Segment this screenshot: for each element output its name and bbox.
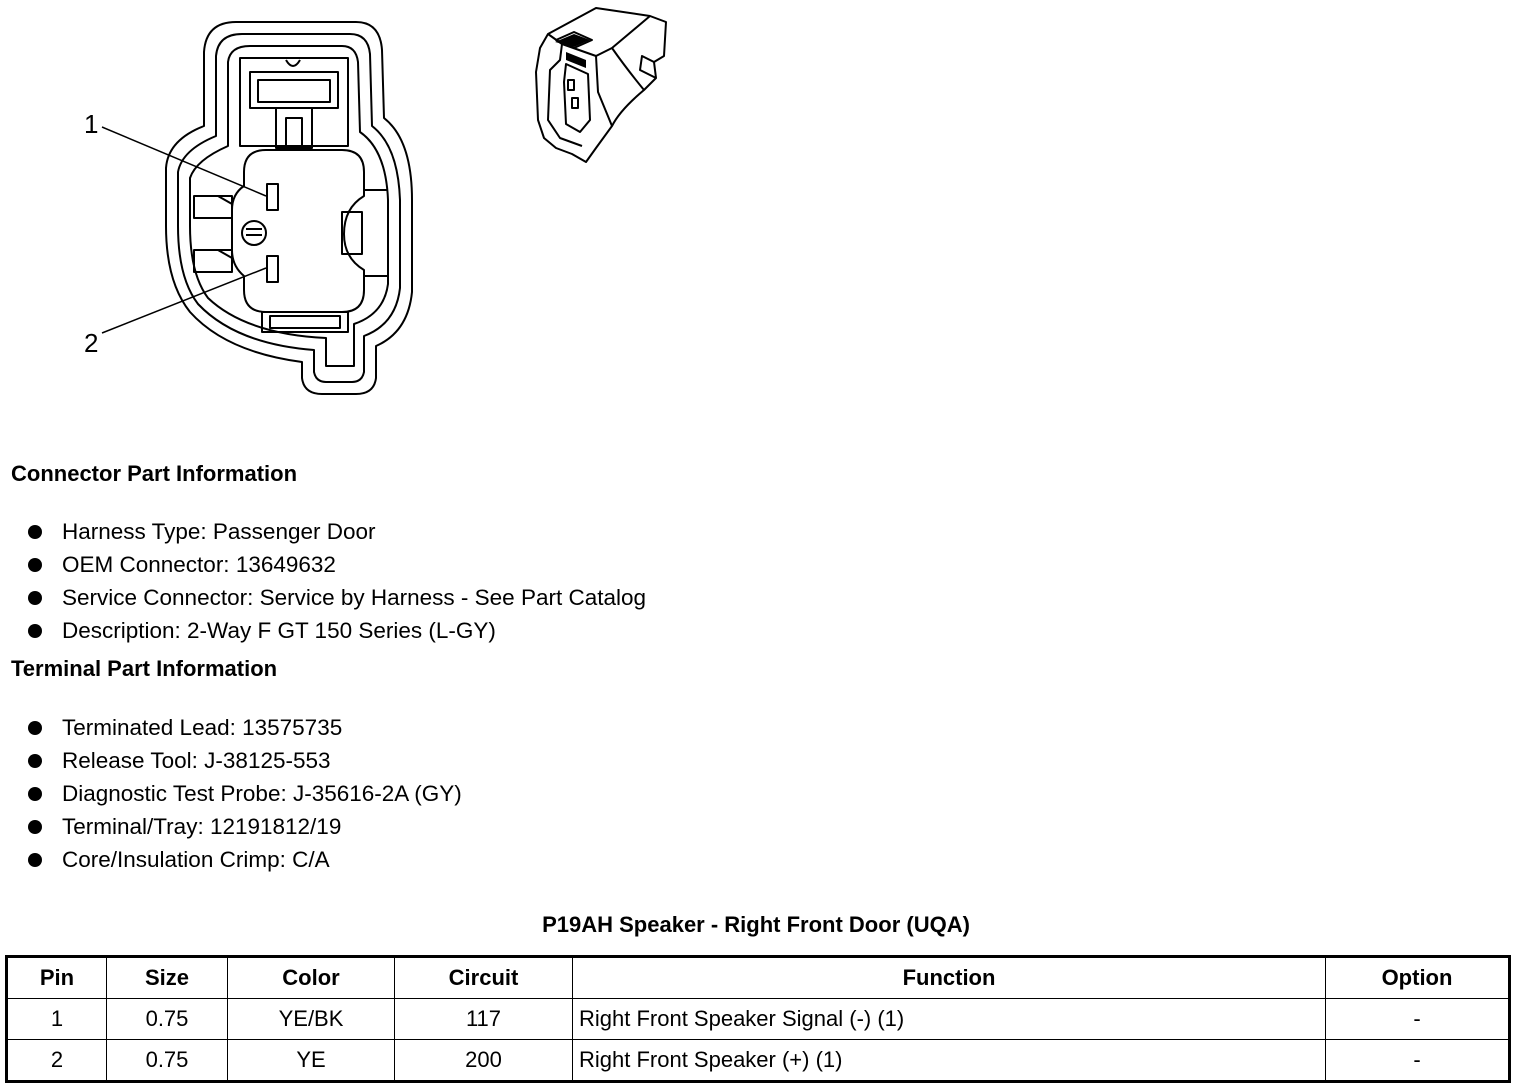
bullet-icon [28, 787, 42, 801]
circuit-cell: 200 [395, 1040, 573, 1082]
pin-cell: 1 [7, 999, 107, 1040]
terminated-lead-text: Terminated Lead: 13575735 [62, 714, 343, 740]
table-header-row [7, 957, 1510, 999]
crimp-text: Core/Insulation Crimp: C/A [62, 846, 330, 872]
pin-label-2: 2 [84, 328, 99, 358]
bullet-icon [28, 820, 42, 834]
size-cell: 0.75 [107, 999, 228, 1040]
option-cell: - [1326, 1040, 1510, 1082]
bullet-icon [28, 591, 42, 605]
pin-label-1: 1 [84, 109, 99, 139]
column-header-pin: Pin [7, 957, 107, 999]
terminal-2 [267, 256, 278, 282]
connector-info-list [28, 515, 646, 647]
table-row [7, 999, 1510, 1040]
connector-face-outline [166, 22, 412, 394]
color-cell: YE [228, 1040, 395, 1082]
list-item [28, 581, 646, 614]
connector-iso-view [536, 8, 666, 162]
center-post [242, 221, 266, 245]
pin-cell: 2 [7, 1040, 107, 1082]
connector-diagram [0, 0, 720, 420]
harness-type-text: Harness Type: Passenger Door [62, 518, 376, 544]
bullet-icon [28, 624, 42, 638]
list-item [28, 744, 462, 777]
column-header-option: Option [1326, 957, 1510, 999]
table-row [7, 1040, 1510, 1082]
terminal-cavity [232, 150, 364, 312]
function-cell: Right Front Speaker (+) (1) [573, 1040, 1326, 1082]
list-item [28, 548, 646, 581]
column-header-size: Size [107, 957, 228, 999]
diagnostic-test-probe-text: Diagnostic Test Probe: J-35616-2A (GY) [62, 780, 462, 806]
table-title: P19AH Speaker - Right Front Door (UQA) [542, 912, 970, 937]
option-cell: - [1326, 999, 1510, 1040]
bullet-icon [28, 721, 42, 735]
list-item [28, 843, 462, 876]
list-item [28, 614, 646, 647]
column-header-color: Color [228, 957, 395, 999]
terminal-1 [267, 184, 278, 210]
terminal-info-list [28, 711, 462, 876]
circuit-cell: 117 [395, 999, 573, 1040]
list-item [28, 515, 646, 548]
list-item [28, 711, 462, 744]
terminal-part-information-heading: Terminal Part Information [11, 656, 278, 681]
function-cell: Right Front Speaker Signal (-) (1) [573, 999, 1326, 1040]
terminal-tray-text: Terminal/Tray: 12191812/19 [62, 813, 342, 839]
bullet-icon [28, 558, 42, 572]
service-connector-text: Service Connector: Service by Harness - See Part Catalog [62, 584, 647, 610]
release-tool-text: Release Tool: J-38125-553 [62, 747, 331, 773]
description-text: Description: 2-Way F GT 150 Series (L-GY) [62, 617, 496, 643]
bullet-icon [28, 754, 42, 768]
color-cell: YE/BK [228, 999, 395, 1040]
list-item [28, 777, 462, 810]
bullet-icon [28, 853, 42, 867]
pinout-table [5, 955, 1511, 1083]
oem-connector-text: OEM Connector: 13649632 [62, 551, 336, 577]
column-header-function: Function [573, 957, 1326, 999]
size-cell: 0.75 [107, 1040, 228, 1082]
bullet-icon [28, 525, 42, 539]
connector-part-information-heading: Connector Part Information [11, 461, 298, 486]
column-header-circuit: Circuit [395, 957, 573, 999]
list-item [28, 810, 462, 843]
